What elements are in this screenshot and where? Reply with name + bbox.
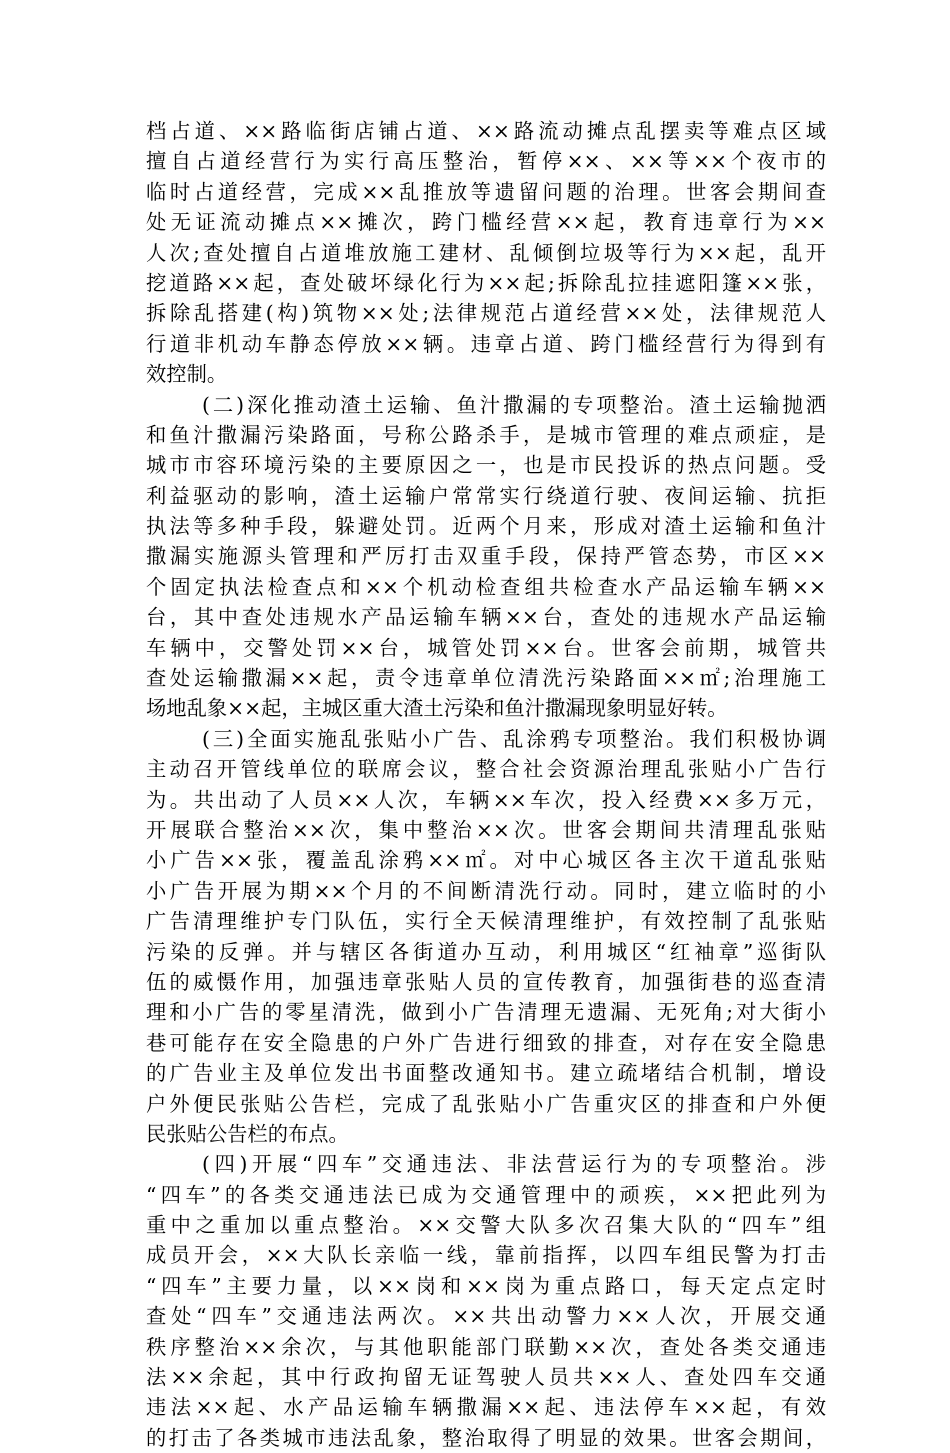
- text-line: 污染的反弹。并与辖区各街道办互动，利用城区“红袖章”巡街队: [146, 939, 826, 964]
- text-line: 秩序整治××余次，与其他职能部门联勤××次，查处各类交通违: [146, 1334, 826, 1359]
- text-line: 查处“四车”交通违法两次。××共出动警力××人次，开展交通: [146, 1304, 826, 1329]
- text-line: 的打击了各类城市违法乱象，整治取得了明显的效果。世客会期间，: [146, 1425, 826, 1450]
- section-heading-line: (二)深化推动渣土运输、鱼汁撒漏的专项整治。渣土运输抛洒: [202, 392, 826, 417]
- text-line: 处无证流动摊点××摊次，跨门槛经营××起，教育违章行为××: [146, 210, 826, 235]
- text-line: “四车”主要力量，以××岗和××岗为重点路口，每天定点定时: [146, 1273, 826, 1298]
- text-line: 城市市容环境污染的主要原因之一，也是市民投诉的热点问题。受: [146, 453, 826, 478]
- paragraph-end-line: 场地乱象××起，主城区重大渣土污染和鱼汁撒漏现象明显好转。: [146, 696, 728, 721]
- text-line: 拆除乱搭建(构)筑物××处;法律规范占道经营××处，法律规范人: [146, 301, 826, 326]
- text-line: 成员开会，××大队长亲临一线，靠前指挥，以四车组民警为打击: [146, 1243, 826, 1268]
- text-line: 巷可能存在安全隐患的户外广告进行细致的排查，对存在安全隐患: [146, 1030, 826, 1055]
- text-line: 广告清理维护专门队伍，实行全天候清理维护，有效控制了乱张贴: [146, 909, 826, 934]
- paragraph-end-line: 效控制。: [146, 362, 228, 387]
- text-line: 查处运输撒漏××起，责令违章单位清洗污染路面××㎡;治理施工: [146, 666, 826, 691]
- paragraph-end-line: 民张贴公告栏的布点。: [146, 1121, 349, 1146]
- text-line: 重中之重加以重点整治。××交警大队多次召集大队的“四车”组: [146, 1213, 826, 1238]
- text-line: 个固定执法检查点和××个机动检查组共检查水产品运输车辆××: [146, 574, 826, 599]
- text-line: 利益驱动的影响，渣土运输户常常实行绕道行驶、夜间运输、抗拒: [146, 483, 826, 508]
- text-line: 临时占道经营，完成××乱推放等遗留问题的治理。世客会期间查: [146, 179, 826, 204]
- text-line: 户外便民张贴公告栏，完成了乱张贴小广告重灾区的排查和户外便: [146, 1091, 826, 1116]
- text-line: 挖道路××起，查处破坏绿化行为××起;拆除乱拉挂遮阳篷××张，: [146, 270, 826, 295]
- body-text: [146, 116, 826, 1453]
- section-heading-line: (四)开展“四车”交通违法、非法营运行为的专项整治。涉: [202, 1152, 826, 1177]
- text-line: 为。共出动了人员××人次，车辆××车次，投入经费××多万元，: [146, 787, 826, 812]
- text-line: 理和小广告的零星清洗，做到小广告清理无遗漏、无死角;对大街小: [146, 1000, 826, 1025]
- text-line: 违法××起、水产品运输车辆撒漏××起、违法停车××起，有效: [146, 1395, 826, 1420]
- text-line: 法××余起，其中行政拘留无证驾驶人员共××人、查处四车交通: [146, 1365, 826, 1390]
- text-line: 档占道、××路临街店铺占道、××路流动摊点乱摆卖等难点区域: [146, 119, 826, 143]
- text-line: 车辆中，交警处罚××台，城管处罚××台。世客会前期，城管共: [146, 635, 826, 660]
- text-line: 撒漏实施源头管理和严厉打击双重手段，保持严管态势，市区××: [146, 544, 826, 569]
- text-line: 台，其中查处违规水产品运输车辆××台，查处的违规水产品运输: [146, 605, 826, 630]
- text-line: 人次;查处擅自占道堆放施工建材、乱倾倒垃圾等行为××起，乱开: [146, 240, 826, 265]
- text-line: 伍的威慑作用，加强违章张贴人员的宣传教育，加强街巷的巡查清: [146, 969, 826, 994]
- text-line: 开展联合整治××次，集中整治××次。世客会期间共清理乱张贴: [146, 817, 826, 842]
- text-line: 擅自占道经营行为实行高压整治，暂停××、××等××个夜市的: [146, 149, 826, 174]
- text-line: 主动召开管线单位的联席会议，整合社会资源治理乱张贴小广告行: [146, 757, 826, 782]
- text-line: 的广告业主及单位发出书面整改通知书。建立疏堵结合机制，增设: [146, 1061, 826, 1086]
- text-line: 执法等多种手段，躲避处罚。近两个月来，形成对渣土运输和鱼汁: [146, 514, 826, 539]
- text-line: 小广告××张，覆盖乱涂鸦××㎡。对中心城区各主次干道乱张贴: [146, 848, 826, 873]
- text-line: 和鱼汁撒漏污染路面，号称公路杀手，是城市管理的难点顽症，是: [146, 422, 826, 447]
- section-heading-line: (三)全面实施乱张贴小广告、乱涂鸦专项整治。我们积极协调: [202, 726, 826, 751]
- text-line: 行道非机动车静态停放××辆。违章占道、跨门槛经营行为得到有: [146, 331, 826, 356]
- text-line: “四车”的各类交通违法已成为交通管理中的顽疾，××把此列为: [146, 1182, 826, 1207]
- text-line: 小广告开展为期××个月的不间断清洗行动。同时，建立临时的小: [146, 878, 826, 903]
